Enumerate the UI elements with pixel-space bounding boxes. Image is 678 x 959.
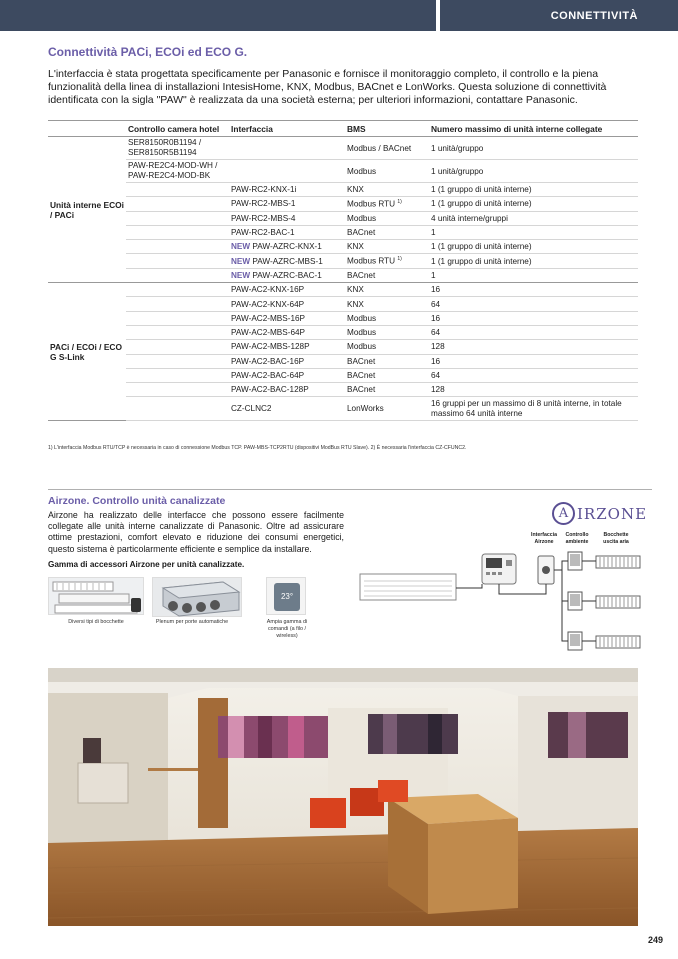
cell-hotel: [126, 197, 229, 211]
table-row: [48, 160, 638, 183]
cell-hotel: [126, 383, 229, 397]
cell-max-units: 1 (1 gruppo di unità interne): [429, 254, 638, 268]
store-photo-illustration: [48, 668, 638, 926]
table-header-bms: BMS: [345, 121, 429, 137]
interface-code: CZ-CLNC2: [231, 404, 272, 414]
cell-hotel: [126, 254, 229, 268]
bms-value: KNX: [347, 242, 364, 252]
bms-value: LonWorks: [347, 404, 384, 414]
cell-max-units: 16: [429, 311, 638, 325]
cell-hotel: [126, 368, 229, 382]
cell-hotel: [126, 268, 229, 282]
product-grilles-caption: Diversi tipi di bocchette: [68, 619, 124, 625]
table-row: [48, 225, 638, 239]
cell-bms: [345, 340, 429, 354]
cell-max-units: 16 gruppi per un massimo di 8 unità interne, in totale massimo 64 unità interne: [429, 397, 638, 421]
diagram-label-vents: Bocchette uscita aria: [603, 532, 629, 545]
cell-max-units: 1: [429, 268, 638, 282]
header-section-title: CONNETTIVITÀ: [550, 10, 638, 22]
interface-code: PAW-AC2-BAC-64P: [231, 371, 305, 380]
footnote-ref: 1): [397, 199, 402, 206]
table-row: [48, 283, 638, 297]
new-badge: NEW: [231, 256, 251, 266]
table-header-row: [48, 121, 638, 137]
cell-max-units: 1 unità/gruppo: [429, 160, 638, 183]
cell-max-units: 1 unità/gruppo: [429, 137, 638, 160]
table-row: [48, 268, 638, 282]
interface-code: PAW-AZRC-KNX-1: [252, 242, 322, 252]
interface-code: PAW-RC2-BAC-1: [231, 228, 295, 238]
cell-max-units: 64: [429, 368, 638, 382]
product-grilles-image: [48, 577, 144, 615]
section-title: Connettività PACi, ECOi ed ECO G.: [48, 45, 248, 59]
controller-display: 23°: [274, 583, 300, 611]
bms-value: BACnet: [347, 228, 376, 238]
cell-max-units: 16: [429, 354, 638, 368]
vent-grilles-icon: [596, 556, 640, 648]
cell-interface: [229, 160, 345, 183]
cell-bms: [345, 283, 429, 297]
cell-interface: [229, 297, 345, 311]
new-badge: NEW: [231, 270, 251, 280]
airzone-range-title: Gamma di accessori Airzone per unità canalizzate.: [48, 560, 245, 569]
new-badge: NEW: [231, 242, 251, 252]
bms-value: Modbus: [347, 213, 377, 223]
table-header-group: [48, 121, 126, 137]
table-row: [48, 325, 638, 339]
cell-interface: [229, 268, 345, 282]
cell-hotel: [126, 283, 229, 297]
cell-bms: [345, 383, 429, 397]
cell-interface: [229, 137, 345, 160]
cell-max-units: 1 (1 gruppo di unità interne): [429, 240, 638, 254]
table-header-hotel: Controllo camera hotel: [126, 121, 229, 137]
cell-interface: [229, 354, 345, 368]
cell-hotel: [126, 397, 229, 421]
cell-interface: [229, 311, 345, 325]
cell-bms: [345, 397, 429, 421]
table-header-max: Numero massimo di unità interne collegate: [429, 121, 638, 137]
section-divider: [48, 489, 652, 490]
cell-hotel: [126, 225, 229, 239]
connectivity-table: [48, 120, 638, 421]
interface-code: PAW-AZRC-BAC-1: [252, 270, 322, 280]
table-row: [48, 354, 638, 368]
cell-max-units: 128: [429, 383, 638, 397]
airzone-logo-icon: A: [552, 502, 575, 525]
table-row: [48, 240, 638, 254]
cell-bms: [345, 254, 429, 268]
interface-code: PAW-RC2-KNX-1i: [231, 185, 297, 195]
bms-value: KNX: [347, 285, 364, 295]
grilles-illustration: [49, 578, 145, 616]
bms-value: BACnet: [347, 371, 376, 380]
cell-interface: [229, 183, 345, 197]
bms-value: Modbus: [347, 313, 377, 323]
cell-max-units: 64: [429, 325, 638, 339]
cell-bms: [345, 137, 429, 160]
cell-interface: [229, 397, 345, 421]
cell-max-units: 4 unità interne/gruppi: [429, 211, 638, 225]
cell-bms: [345, 240, 429, 254]
product-plenum-caption: Plenum per porte automatiche: [155, 619, 229, 625]
cell-bms: [345, 354, 429, 368]
cell-bms: [345, 160, 429, 183]
cell-bms: [345, 183, 429, 197]
bms-value: KNX: [347, 299, 364, 309]
interface-code: PAW-RC2-MBS-1: [231, 199, 296, 209]
cell-hotel: [126, 325, 229, 339]
group-label-slink: PACi / ECOi / ECO G S-Link: [48, 283, 126, 421]
cell-bms: [345, 297, 429, 311]
cell-hotel: [126, 297, 229, 311]
table-header-interface: Interfaccia: [229, 121, 345, 137]
bms-value: Modbus RTU: [347, 199, 396, 209]
cell-interface: [229, 325, 345, 339]
product-controller-caption: Ampia gamma di comandi (a filo / wireless): [266, 619, 308, 639]
interface-code: PAW-AC2-BAC-16P: [231, 356, 305, 366]
bms-value: BACnet: [347, 270, 376, 280]
cell-hotel: PAW-RE2C4-MOD-WH / PAW-RE2C4-MOD-BK: [126, 160, 229, 183]
bms-value: Modbus: [347, 328, 377, 338]
cell-hotel: [126, 240, 229, 254]
cell-interface: [229, 283, 345, 297]
airzone-system-diagram: [356, 548, 646, 660]
cell-interface: [229, 368, 345, 382]
cell-interface: [229, 383, 345, 397]
group-label-indoor: Unità interne ECOi / PACi: [48, 137, 126, 283]
interface-code: PAW-AC2-KNX-64P: [231, 299, 305, 309]
cell-bms: [345, 325, 429, 339]
interface-code: PAW-AC2-KNX-16P: [231, 285, 305, 295]
plenum-illustration: [153, 578, 243, 618]
cell-bms: [345, 311, 429, 325]
table-row: [48, 137, 638, 160]
header-bar: [0, 0, 436, 31]
cell-bms: [345, 368, 429, 382]
table-row: [48, 254, 638, 268]
table-row: [48, 340, 638, 354]
product-controller-image: [266, 577, 306, 615]
cell-bms: [345, 268, 429, 282]
interface-code: PAW-AC2-MBS-64P: [231, 328, 306, 338]
airzone-logo-text: IRZONE: [577, 505, 648, 523]
cell-bms: [345, 211, 429, 225]
cell-bms: [345, 197, 429, 211]
cell-hotel: [126, 183, 229, 197]
cell-max-units: 1 (1 gruppo di unità interne): [429, 197, 638, 211]
interface-code: PAW-RC2-MBS-4: [231, 213, 296, 223]
table-row: [48, 197, 638, 211]
table-row: [48, 297, 638, 311]
footnote-ref: 1): [397, 256, 402, 263]
interface-code: PAW-AC2-BAC-128P: [231, 385, 309, 395]
bms-value: Modbus: [347, 342, 377, 352]
diagram-label-control: Controllo ambiente: [565, 532, 589, 545]
cell-bms: [345, 225, 429, 239]
table-row: [48, 368, 638, 382]
cell-interface: [229, 197, 345, 211]
cell-interface: [229, 211, 345, 225]
airzone-description: Airzone ha realizzato delle interfacce che possono essere facilmente collegate alle unità interne canalizzate di Panasonic. Oltre ad assicurare ottime prestazioni, comfort elevato e riduzione dei consumi energetici, questo sistema è particolarmente efficiente e semplice da installare.: [48, 510, 344, 554]
cell-interface: [229, 254, 345, 268]
cell-hotel: [126, 311, 229, 325]
bms-value: Modbus RTU: [347, 257, 396, 266]
cell-interface: [229, 225, 345, 239]
table-row: [48, 183, 638, 197]
diagram-label-interface: Interfaccia Airzone: [531, 532, 557, 545]
cell-interface: [229, 240, 345, 254]
interface-code: PAW-AZRC-MBS-1: [252, 256, 323, 266]
bms-value: Modbus: [347, 166, 377, 176]
airzone-title: Airzone. Controllo unità canalizzate: [48, 495, 226, 507]
cell-max-units: 1: [429, 225, 638, 239]
cell-hotel: [126, 211, 229, 225]
product-plenum-image: [152, 577, 242, 617]
bms-value: KNX: [347, 185, 364, 195]
cell-max-units: 64: [429, 297, 638, 311]
table-row: [48, 211, 638, 225]
cell-max-units: 128: [429, 340, 638, 354]
table-row: [48, 383, 638, 397]
cell-hotel: [126, 354, 229, 368]
table-footnote: 1) L'interfaccia Modbus RTU/TCP è necessaria in caso di connessione Modbus TCP. PAW-MBS-TCP2RTU (dispositivi ModBus RTU Slave). 2) È necessaria l'interfaccia CZ-CFUNC2.: [48, 445, 467, 451]
table-row: [48, 397, 638, 421]
interface-code: PAW-AC2-MBS-128P: [231, 342, 310, 352]
store-interior-photo: [48, 668, 638, 926]
bms-value: BACnet: [347, 356, 376, 366]
cell-hotel: [126, 340, 229, 354]
cell-interface: [229, 340, 345, 354]
cell-max-units: 16: [429, 283, 638, 297]
table-body: [48, 137, 638, 421]
page-number: 249: [648, 935, 664, 945]
intro-paragraph: L'interfaccia è stata progettata specificamente per Panasonic e fornisce il monitoraggio completo, il controllo e la piena funzionalità della linea di installazioni IntesisHome, KNX, Modbus, BACnet e LonWorks. Questa soluzione di connettività identificata con la sigla "PAW" è realizzata da una società esterna; per ulteriori informazioni, contattare Panasonic.: [48, 68, 607, 106]
interface-code: PAW-AC2-MBS-16P: [231, 313, 306, 323]
cell-hotel: SER8150R0B1194 / SER8150R5B1194: [126, 137, 229, 160]
header-section-bar: [440, 0, 678, 31]
bms-value: Modbus / BACnet: [347, 143, 412, 153]
cell-max-units: 1 (1 gruppo di unità interne): [429, 183, 638, 197]
bms-value: BACnet: [347, 385, 376, 395]
table-row: [48, 311, 638, 325]
